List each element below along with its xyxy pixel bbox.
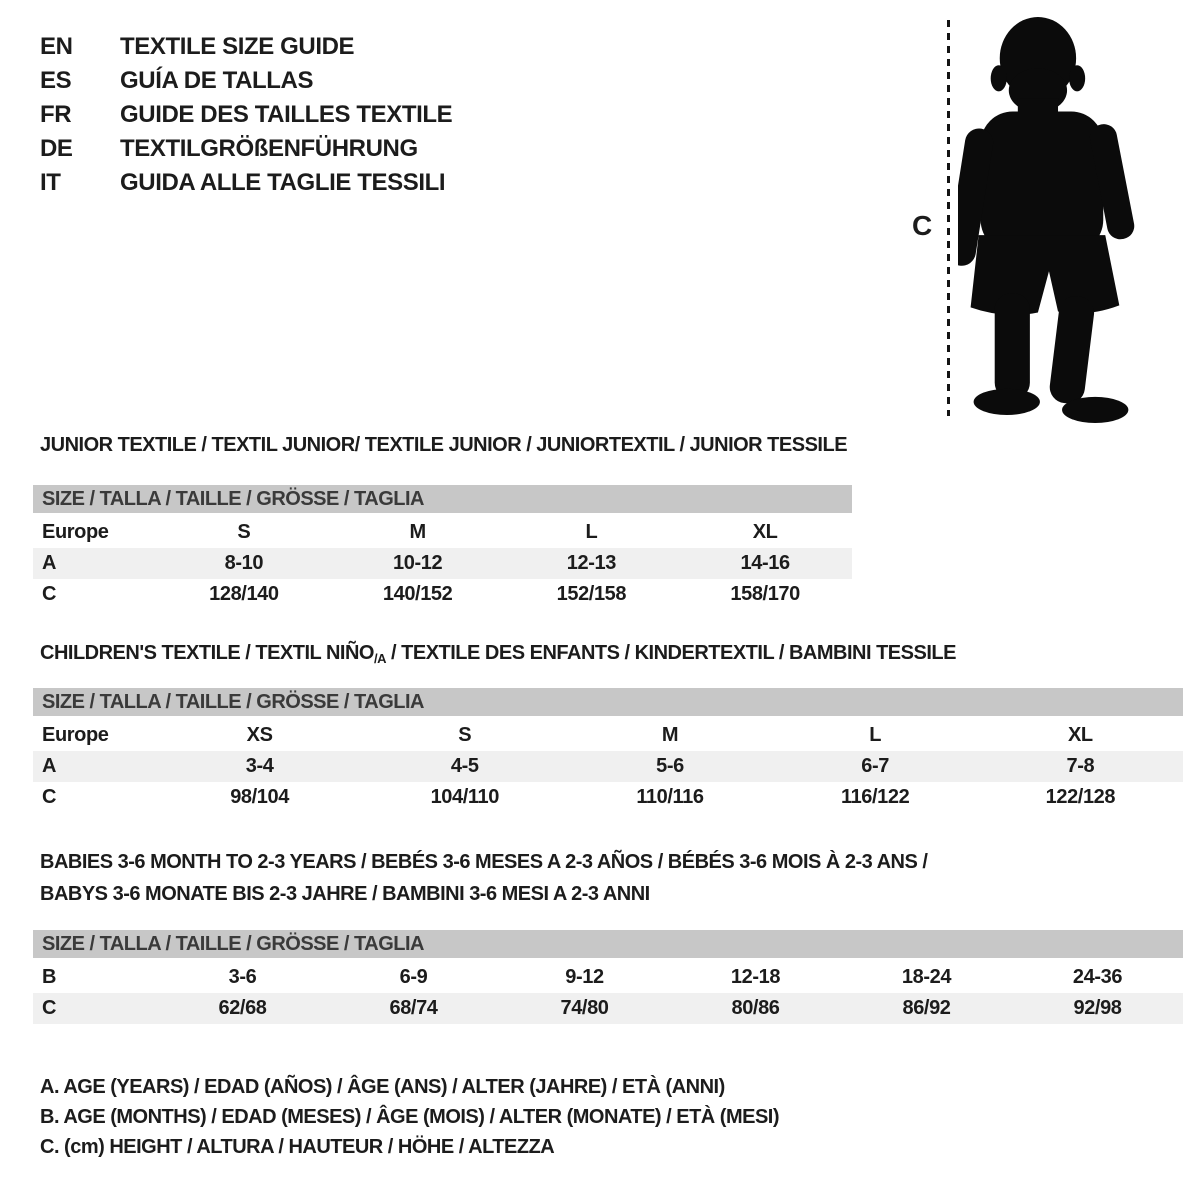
size-cell: XL <box>1067 724 1093 746</box>
row-label: Europe <box>42 724 109 746</box>
language-title: GUIDA ALLE TAGLIE TESSILI <box>120 169 446 196</box>
legend-line-a: A. AGE (YEARS) / EDAD (AÑOS) / ÂGE (ANS) / ALTER (JAHRE) / ETÀ (ANNI) <box>40 1076 725 1098</box>
size-cell: S <box>237 521 251 543</box>
value-cell: 122/128 <box>1045 786 1116 808</box>
babies-size-table <box>33 930 1183 1024</box>
height-measure-label: C <box>912 210 933 241</box>
language-code: FR <box>40 101 72 128</box>
value-cell: 6-7 <box>773 751 978 782</box>
value-cell: 24-36 <box>1072 966 1123 988</box>
heading-text: CHILDREN'S TEXTILE / TEXTIL NIÑO <box>40 642 374 664</box>
row-label: C <box>42 786 57 808</box>
value-cell: 8-10 <box>157 548 331 579</box>
row-label: Europe <box>42 521 109 543</box>
legend-line-b: B. AGE (MONTHS) / EDAD (MESES) / ÂGE (MOIS) / ALTER (MONATE) / ETÀ (MESI) <box>40 1106 780 1128</box>
children-size-table <box>33 688 1183 813</box>
row-label: C <box>42 583 57 605</box>
size-header-bar: SIZE / TALLA / TAILLE / GRÖSSE / TAGLIA <box>33 930 1183 958</box>
language-code: ES <box>40 67 72 94</box>
value-cell: 10-12 <box>331 548 505 579</box>
value-cell: 104/110 <box>430 786 499 808</box>
value-cell: 158/170 <box>730 583 800 605</box>
language-title: GUIDE DES TAILLES TEXTILE <box>120 101 453 128</box>
size-header-bar: SIZE / TALLA / TAILLE / GRÖSSE / TAGLIA <box>33 485 852 513</box>
heading-line: BABYS 3-6 MONATE BIS 2-3 JAHRE / BAMBINI 3-6 MESI A 2-3 ANNI <box>40 883 650 905</box>
table-row <box>33 993 1183 1024</box>
language-title: GUÍA DE TALLAS <box>120 67 314 94</box>
babies-section-heading <box>40 846 927 910</box>
size-cell: XS <box>246 724 273 746</box>
size-cell: M <box>409 521 426 543</box>
value-cell: 6-9 <box>399 966 428 988</box>
value-cell: 128/140 <box>209 583 279 605</box>
value-cell: 110/116 <box>636 786 704 808</box>
junior-section-heading: JUNIOR TEXTILE / TEXTIL JUNIOR/ TEXTILE JUNIOR / JUNIORTEXTIL / JUNIOR TESSILE <box>40 434 848 456</box>
value-cell: 86/92 <box>841 993 1012 1024</box>
value-cell: 14-16 <box>678 548 852 579</box>
size-cell: L <box>869 724 882 746</box>
value-cell: 5-6 <box>567 751 772 782</box>
table-row <box>33 782 1183 813</box>
row-label: A <box>33 548 157 579</box>
value-cell: 152/158 <box>556 583 627 605</box>
value-cell: 116/122 <box>840 786 910 808</box>
size-cell: L <box>585 521 598 543</box>
row-label: C <box>33 993 157 1024</box>
toddler-silhouette <box>958 12 1150 424</box>
value-cell: 92/98 <box>1012 993 1183 1024</box>
value-cell: 12-18 <box>730 966 781 988</box>
table-row <box>33 517 852 548</box>
language-code: IT <box>40 169 61 196</box>
value-cell: 3-4 <box>157 751 362 782</box>
value-cell: 4-5 <box>362 751 567 782</box>
table-row <box>33 720 1183 751</box>
value-cell: 7-8 <box>978 751 1183 782</box>
heading-subscript: /A <box>373 651 386 666</box>
value-cell: 140/152 <box>382 583 453 605</box>
language-title: TEXTILE SIZE GUIDE <box>120 33 355 60</box>
language-code: DE <box>40 135 73 162</box>
value-cell: 74/80 <box>499 993 670 1024</box>
value-cell: 98/104 <box>230 786 289 808</box>
table-row <box>33 962 1183 993</box>
size-header-bar: SIZE / TALLA / TAILLE / GRÖSSE / TAGLIA <box>33 688 1183 716</box>
row-label: B <box>42 966 57 988</box>
children-section-heading <box>40 642 956 665</box>
value-cell: 18-24 <box>901 966 952 988</box>
table-row <box>33 548 852 579</box>
legend-line-c: C. (cm) HEIGHT / ALTURA / HAUTEUR / HÖHE / ALTEZZA <box>40 1136 555 1158</box>
size-cell: XL <box>752 521 778 543</box>
table-row <box>33 751 1183 782</box>
size-cell: S <box>458 724 472 746</box>
heading-text: / TEXTILE DES ENFANTS / KINDERTEXTIL / BAMBINI TESSILE <box>385 642 956 664</box>
row-label: A <box>33 751 157 782</box>
value-cell: 80/86 <box>670 993 841 1024</box>
value-cell: 68/74 <box>328 993 499 1024</box>
table-row <box>33 579 852 610</box>
language-title: TEXTILGRÖßENFÜHRUNG <box>120 135 418 162</box>
heading-line: BABIES 3-6 MONTH TO 2-3 YEARS / BEBÉS 3-6 MESES A 2-3 AÑOS / BÉBÉS 3-6 MOIS À 2-3 ANS / <box>40 851 928 873</box>
measurement-legend <box>40 1072 779 1162</box>
height-dashed-line <box>947 20 950 416</box>
value-cell: 12-13 <box>505 548 679 579</box>
junior-size-table <box>33 485 852 610</box>
size-cell: M <box>661 724 679 746</box>
language-title-list <box>40 30 452 200</box>
height-figure <box>900 8 1170 426</box>
language-code: EN <box>40 33 73 60</box>
value-cell: 9-12 <box>565 966 604 988</box>
value-cell: 3-6 <box>228 966 257 988</box>
value-cell: 62/68 <box>157 993 328 1024</box>
